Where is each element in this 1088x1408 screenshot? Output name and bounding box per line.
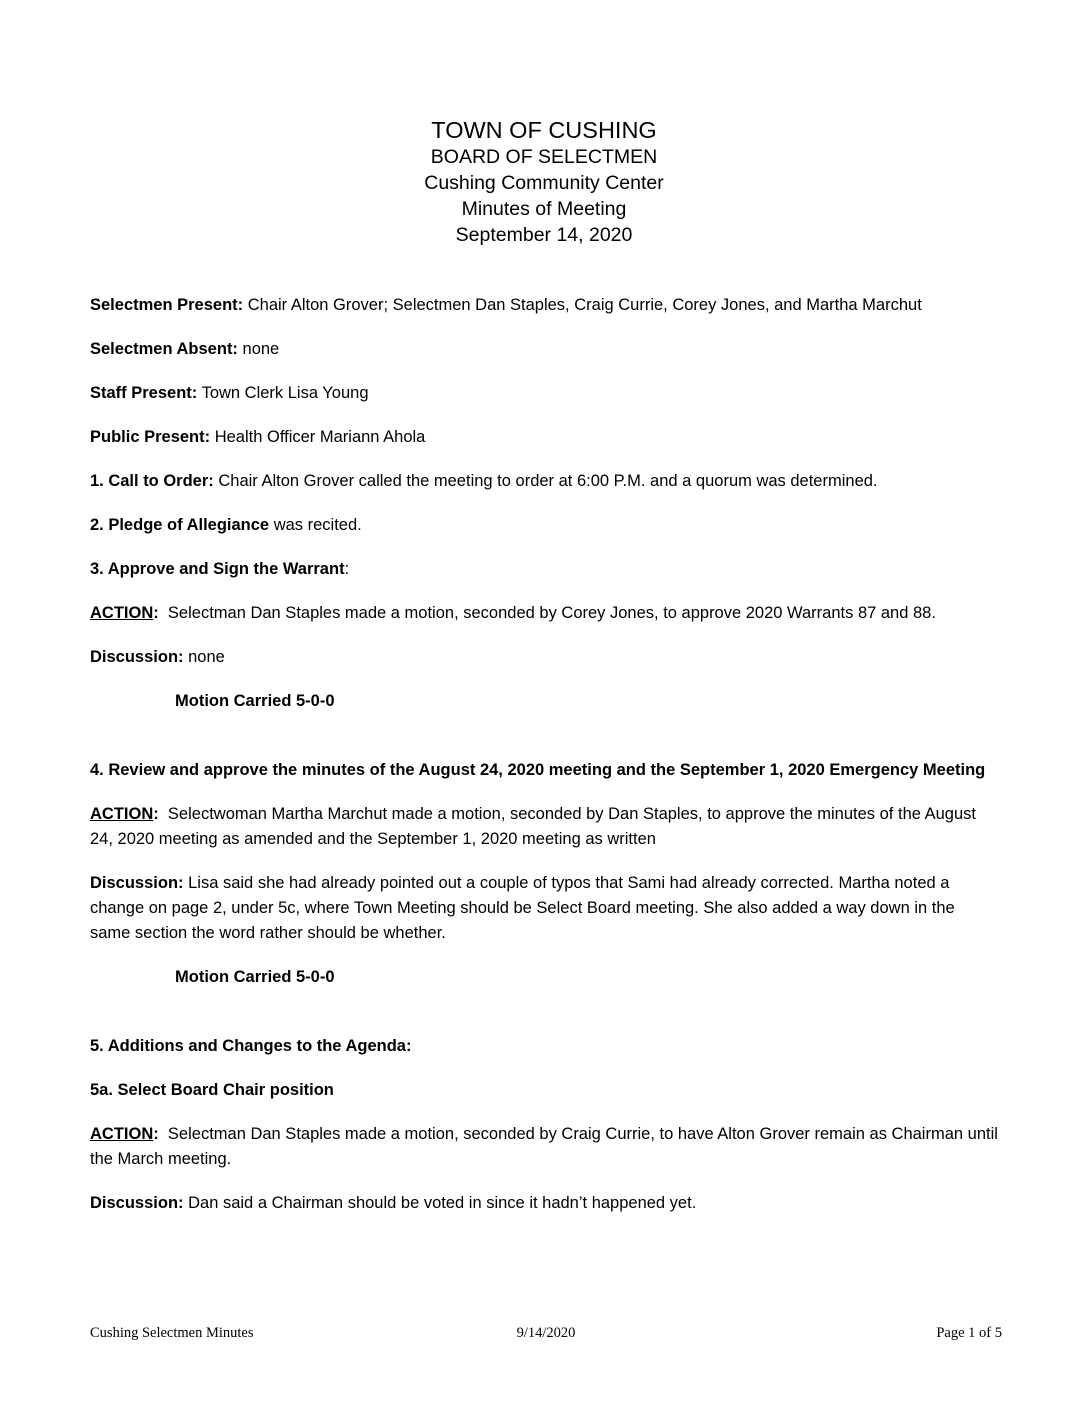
paragraph-item-2-pledge	[90, 513, 998, 538]
public-present-text: Health Officer Mariann Ahola	[210, 428, 426, 446]
action-3-text: Selectman Dan Staples made a motion, seconded by Craig Currie, to have Alton Grover remain as Chairman until the March meeting.	[90, 1125, 998, 1168]
paragraph-item-5a-chair-position: 5a. Select Board Chair position	[90, 1081, 334, 1099]
discussion-3-text: Dan said a Chairman should be voted in since it hadn’t happened yet.	[183, 1194, 697, 1212]
staff-present-label: Staff Present:	[90, 384, 198, 402]
paragraph-discussion-3	[90, 1191, 998, 1216]
action-3-colon: :	[153, 1125, 159, 1143]
paragraph-item-3-warrant	[90, 557, 998, 582]
document-subtitle-board: BOARD OF SELECTMEN	[430, 146, 658, 168]
paragraph-public-present	[90, 425, 998, 450]
discussion-1-text: none	[183, 648, 225, 666]
selectmen-absent-text: none	[237, 340, 280, 358]
motion-carried-2: Motion Carried 5-0-0	[175, 968, 335, 986]
discussion-3-label: Discussion:	[90, 1194, 184, 1212]
discussion-2-label: Discussion:	[90, 874, 184, 892]
footer-page-number: Page 1 of 5	[936, 1325, 1002, 1341]
item-2-label: 2. Pledge of Allegiance	[90, 516, 270, 534]
document-body	[90, 248, 998, 1216]
action-1-text: Selectman Dan Staples made a motion, seconded by Corey Jones, to approve 2020 Warrants 87 and 88.	[158, 604, 936, 622]
paragraph-action-1	[90, 601, 998, 626]
action-3-underline: ACTION	[90, 1125, 154, 1143]
selectmen-present-label: Selectmen Present:	[90, 296, 244, 314]
paragraph-item-4-minutes-approval: 4. Review and approve the minutes of the August 24, 2020 meeting and the September 1, 2020 Emergency Meeting	[90, 761, 986, 779]
selectmen-present-text: Chair Alton Grover; Selectmen Dan Staples, Craig Currie, Corey Jones, and Martha Marchut	[243, 296, 922, 314]
paragraph-discussion-2	[90, 871, 998, 946]
document-title: TOWN OF CUSHING	[431, 117, 657, 143]
document-header	[0, 0, 1088, 248]
paragraph-staff-present	[90, 381, 998, 406]
paragraph-action-3	[90, 1122, 998, 1172]
paragraph-item-5-agenda-changes: 5. Additions and Changes to the Agenda:	[90, 1037, 412, 1055]
selectmen-absent-label: Selectmen Absent:	[90, 340, 238, 358]
action-2-underline: ACTION	[90, 805, 154, 823]
document-subtitle-date: September 14, 2020	[455, 224, 633, 246]
item-1-text: Chair Alton Grover called the meeting to order at 6:00 P.M. and a quorum was determined.	[213, 472, 878, 490]
action-1-underline: ACTION	[90, 604, 154, 622]
item-3-label: 3. Approve and Sign the Warrant	[90, 560, 345, 578]
paragraph-selectmen-absent	[90, 337, 998, 362]
motion-carried-1: Motion Carried 5-0-0	[175, 692, 335, 710]
document-subtitle-location: Cushing Community Center	[424, 172, 664, 194]
footer-document-name: Cushing Selectmen Minutes	[90, 1325, 254, 1341]
discussion-2-text: Lisa said she had already pointed out a couple of typos that Sami had already corrected. Martha noted a change on page 2, under 5c, where Town Meeting should be Select Board meeting. She also added a way down in the same section the word rather should be whether.	[90, 874, 955, 942]
action-1-colon: :	[153, 604, 159, 622]
discussion-1-label: Discussion:	[90, 648, 184, 666]
item-2-text: was recited.	[269, 516, 362, 534]
footer-date: 9/14/2020	[516, 1325, 576, 1341]
staff-present-text: Town Clerk Lisa Young	[197, 384, 369, 402]
action-1-label	[90, 604, 159, 622]
paragraph-action-2	[90, 802, 998, 852]
action-2-colon: :	[153, 805, 159, 823]
action-2-text: Selectwoman Martha Marchut made a motion, seconded by Dan Staples, to approve the minutes of the August 24, 2020 meeting as amended and the September 1, 2020 meeting as written	[90, 805, 976, 848]
paragraph-discussion-1	[90, 645, 998, 670]
action-2-label	[90, 805, 159, 823]
paragraph-item-1-call-to-order	[90, 469, 998, 494]
item-3-text: :	[344, 560, 350, 578]
paragraph-selectmen-present	[90, 293, 998, 318]
document-subtitle-type: Minutes of Meeting	[461, 198, 627, 220]
action-3-label	[90, 1125, 159, 1143]
public-present-label: Public Present:	[90, 428, 211, 446]
item-1-label: 1. Call to Order:	[90, 472, 214, 490]
